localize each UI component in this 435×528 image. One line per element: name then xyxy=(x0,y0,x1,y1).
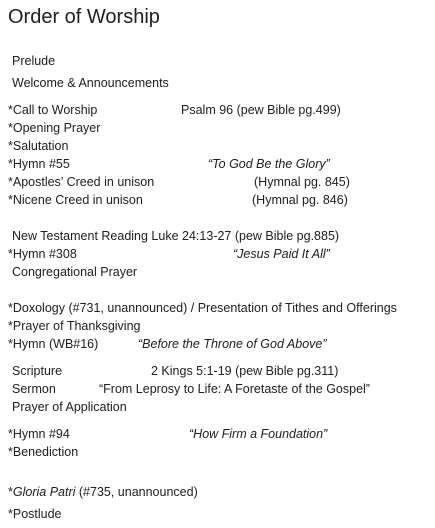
gloria-patri-note: (#735, unannounced) xyxy=(75,485,198,499)
page-title: Order of Worship xyxy=(8,6,160,28)
gloria-patri-title: Gloria Patri xyxy=(12,485,76,499)
call-to-worship-ref: Psalm 96 (pew Bible pg.499) xyxy=(181,103,341,117)
hymn-55-label: *Hymn #55 xyxy=(8,157,70,171)
apostles-creed-ref: (Hymnal pg. 845) xyxy=(254,175,350,189)
hymn-308-label: *Hymn #308 xyxy=(8,247,77,261)
prayer-of-application: Prayer of Application xyxy=(12,400,127,414)
opening-prayer: *Opening Prayer xyxy=(8,121,101,135)
hymn-308-title: “Jesus Paid It All” xyxy=(233,247,330,261)
hymn-94-label: *Hymn #94 xyxy=(8,427,70,441)
sermon-title: “From Leprosy to Life: A Foretaste of the Gospel” xyxy=(99,382,370,396)
nicene-creed-label: *Nicene Creed in unison xyxy=(8,193,143,207)
salutation: *Salutation xyxy=(8,139,69,153)
hymn-55-title: “To God Be the Glory” xyxy=(208,157,330,171)
doxology: *Doxology (#731, unannounced) / Presentation of Tithes and Offerings xyxy=(8,301,397,315)
hymn-wb16-label: *Hymn (WB#16) xyxy=(8,337,99,351)
scripture-label: Scripture xyxy=(12,364,63,378)
sermon-label: Sermon xyxy=(12,382,56,396)
prelude: Prelude xyxy=(12,54,56,68)
call-to-worship-label: *Call to Worship xyxy=(8,103,98,117)
welcome-announcements: Welcome & Announcements xyxy=(12,76,169,90)
gloria-patri-line xyxy=(8,484,198,500)
nicene-creed-ref: (Hymnal pg. 846) xyxy=(252,193,348,207)
congregational-prayer: Congregational Prayer xyxy=(12,265,138,279)
postlude: *Postlude xyxy=(8,507,62,521)
hymn-wb16-title: “Before the Throne of God Above” xyxy=(138,337,327,351)
nt-reading: New Testament Reading Luke 24:13-27 (pew Bible pg.885) xyxy=(12,229,340,243)
hymn-94-title: “How Firm a Foundation” xyxy=(189,427,328,441)
gloria-star: * xyxy=(8,485,13,499)
apostles-creed-label: *Apostles’ Creed in unison xyxy=(8,175,155,189)
prayer-of-thanksgiving: *Prayer of Thanksgiving xyxy=(8,319,141,333)
benediction: *Benediction xyxy=(8,445,79,459)
scripture-ref: 2 Kings 5:1-19 (pew Bible pg.311) xyxy=(151,364,339,378)
